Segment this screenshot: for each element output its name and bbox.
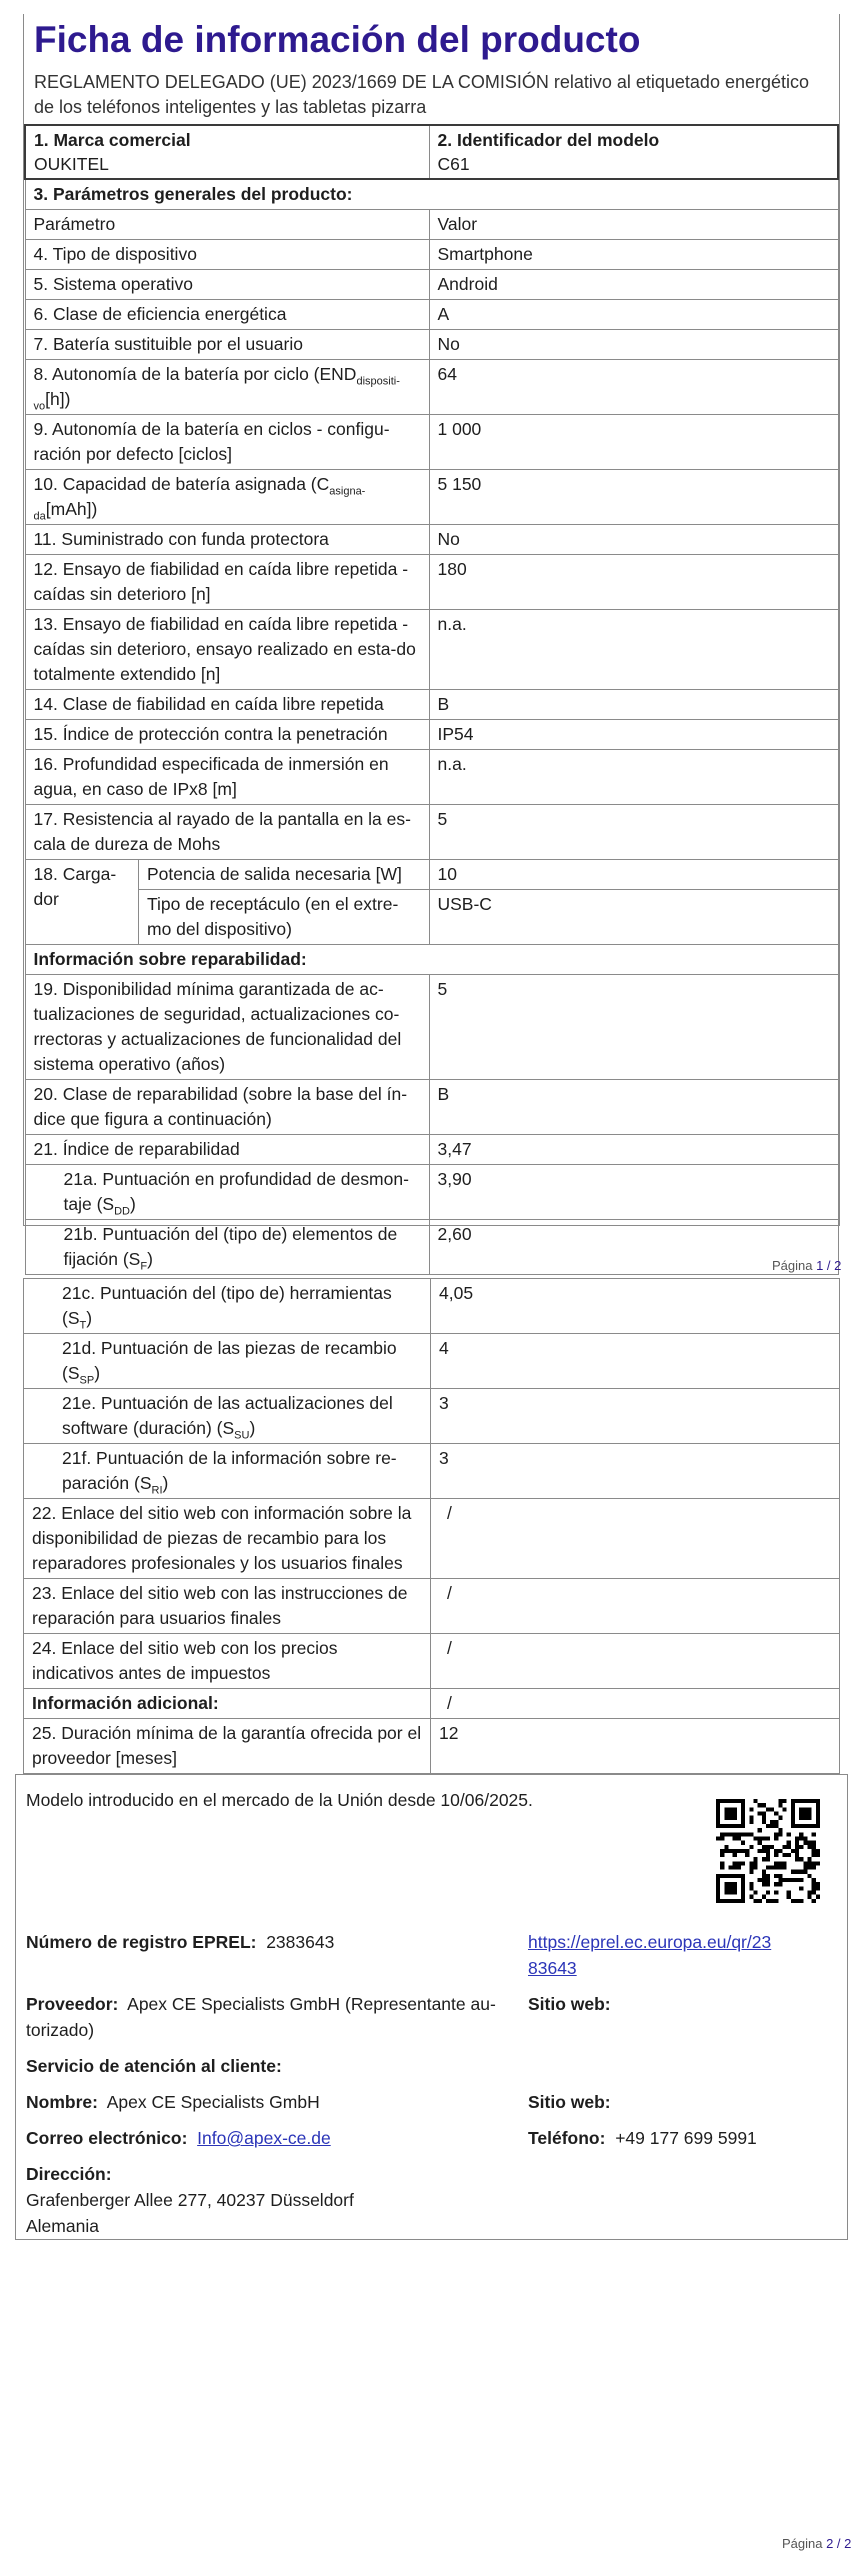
website-label-2: Sitio web: (528, 2092, 611, 2112)
name-row (26, 2089, 320, 2115)
supplier-row (26, 1991, 496, 2043)
table-row (24, 1579, 840, 1634)
name-label: Nombre: (26, 2092, 98, 2112)
identity-row (25, 125, 838, 179)
charger-power-value: 10 (430, 860, 838, 890)
row-value: 1 000 (429, 415, 838, 470)
table-row (24, 1634, 840, 1689)
label-text-tail: [h]) (45, 389, 71, 409)
col-param: Parámetro (25, 210, 429, 240)
row-label: 14. Clase de fiabilidad en caída libre repetida (25, 690, 429, 720)
row-label (25, 360, 429, 415)
table-row (24, 1279, 840, 1334)
row-label: 16. Profundidad especificada de inmersión en agua, en caso de IPx8 [m] (25, 750, 429, 805)
address-line-1: Grafenberger Allee 277, 40237 Düsseldorf (26, 2190, 354, 2210)
row-value: 2,60 (429, 1220, 838, 1275)
row-label: 5. Sistema operativo (25, 270, 429, 300)
label-text: 21a. Puntuación en profundidad de desmon-taje (S (63, 1169, 409, 1214)
row-label (24, 1389, 431, 1444)
label-text-tail: ) (86, 1308, 93, 1328)
page-title: Ficha de información del producto (34, 19, 641, 60)
page-prefix: Página (772, 1258, 817, 1273)
row-value: 3 (431, 1444, 840, 1499)
table-row (25, 330, 838, 360)
warranty-label: 25. Duración mínima de la garantía ofrecida por el proveedor [meses] (24, 1719, 431, 1774)
page-count: 1 / 2 (816, 1258, 842, 1273)
table-row (25, 415, 838, 470)
brand-label: 1. Marca comercial (34, 130, 191, 150)
row-label (25, 470, 429, 525)
eprel-link-line1[interactable]: https://eprel.ec.europa.eu/qr/23 (528, 1932, 772, 1952)
row-label: 13. Ensayo de fiabilidad en caída libre repetida - caídas sin deterioro, ensayo realizado en esta-do totalmente extendido [n] (25, 610, 429, 690)
charger-values (429, 860, 838, 945)
row-label: 22. Enlace del sitio web con información sobre la disponibilidad de piezas de recambio para los reparadores profesionales y los usuarios finales (24, 1499, 431, 1579)
row-value: No (429, 330, 838, 360)
header (24, 14, 839, 124)
market-date-text: Modelo introducido en el mercado de la Unión desde 10/06/2025. (26, 1790, 533, 1810)
table-row (25, 1220, 838, 1275)
row-label: 17. Resistencia al rayado de la pantalla en la es-cala de dureza de Mohs (25, 805, 429, 860)
website-label-1: Sitio web: (528, 1994, 611, 2014)
additional-heading: Información adicional: (24, 1689, 431, 1719)
row-label (25, 1165, 429, 1220)
col-value: Valor (429, 210, 838, 240)
row-value: Android (429, 270, 838, 300)
row-label: 12. Ensayo de fiabilidad en caída libre repetida - caídas sin deterioro [n] (25, 555, 429, 610)
row-value: B (429, 690, 838, 720)
phone-label: Teléfono: (528, 2128, 606, 2148)
row-value: 5 150 (429, 470, 838, 525)
row-value: No (429, 525, 838, 555)
charger-subtable (26, 860, 429, 944)
eprel-link[interactable] (528, 1929, 771, 1981)
supplier-label: Proveedor: (26, 1994, 119, 2014)
label-text-tail: ) (129, 1194, 136, 1214)
table-row (25, 300, 838, 330)
table-row (25, 720, 838, 750)
row-value: n.a. (429, 610, 838, 690)
row-value: n.a. (429, 750, 838, 805)
table-row (24, 1499, 840, 1579)
charger-cell (25, 860, 429, 945)
label-text: 21d. Puntuación de las piezas de recambio (S (62, 1338, 397, 1383)
row-label: 6. Clase de eficiencia energética (25, 300, 429, 330)
product-table-page-1 (24, 124, 842, 1275)
address-label: Dirección: (26, 2164, 112, 2184)
label-text: 21c. Puntuación del (tipo de) herramientas (S (62, 1283, 392, 1328)
email-label: Correo electrónico: (26, 2128, 188, 2148)
table-row (25, 690, 838, 720)
table-row (25, 525, 838, 555)
label-subscript: T (79, 1319, 87, 1332)
table-row (25, 1080, 838, 1135)
row-value: / (431, 1499, 840, 1579)
model-value: C61 (437, 154, 470, 174)
repair-heading: Información sobre reparabilidad: (25, 945, 838, 975)
table-row (25, 270, 838, 300)
row-value: 3,47 (429, 1135, 838, 1165)
eprel-label: Número de registro EPREL: (26, 1932, 257, 1952)
row-value: 64 (429, 360, 838, 415)
row-value: 5 (429, 805, 838, 860)
row-value: / (431, 1634, 840, 1689)
warranty-value: 12 (431, 1719, 840, 1774)
email-row (26, 2125, 331, 2151)
charger-connector-value: USB-C (437, 894, 492, 914)
address-block (26, 2161, 354, 2239)
row-value: B (429, 1080, 838, 1135)
supplier-value-2: torizado) (26, 2020, 95, 2040)
page-number-2 (782, 2536, 851, 2551)
phone-row (528, 2125, 757, 2151)
table-row (25, 555, 838, 610)
row-label: 11. Suministrado con funda protectora (25, 525, 429, 555)
label-text: 8. Autonomía de la batería por ciclo (END (33, 364, 357, 384)
supplier-value-1: Apex CE Specialists GmbH (Representante au- (127, 1994, 496, 2014)
table-row (24, 1719, 840, 1774)
row-label: 24. Enlace del sitio web con los precios indicativos antes de impuestos (24, 1634, 431, 1689)
charger-row (25, 860, 838, 945)
row-label: 7. Batería sustituible por el usuario (25, 330, 429, 360)
row-value: 3,90 (429, 1165, 838, 1220)
column-header-row (25, 210, 838, 240)
label-text: 21e. Puntuación de las actualizaciones del software (duración) (S (62, 1393, 393, 1438)
table-row (25, 610, 838, 690)
table-row (25, 360, 838, 415)
qr-code-icon (716, 1799, 820, 1903)
table-row (25, 805, 838, 860)
label-subscript: dispositi-vo (33, 375, 400, 413)
eprel-link-line2[interactable]: 83643 (528, 1958, 577, 1978)
row-label: 23. Enlace del sitio web con las instrucciones de reparación para usuarios finales (24, 1579, 431, 1634)
row-value: 4,05 (431, 1279, 840, 1334)
row-label: 19. Disponibilidad mínima garantizada de ac-tualizaciones de seguridad, actualizaciones co-rrectoras y actualizaciones de funcionalidad del sistema operativo (años) (25, 975, 429, 1080)
row-value: 3 (431, 1389, 840, 1444)
table-row (25, 1165, 838, 1220)
page-prefix: Página (782, 2536, 827, 2551)
label-text-tail: ) (249, 1418, 256, 1438)
brand-cell (25, 125, 429, 179)
row-value: IP54 (429, 720, 838, 750)
eprel-row (26, 1929, 334, 1955)
charger-connector-label: Tipo de receptáculo (en el extre-mo del dispositivo) (147, 894, 399, 939)
row-value: / (431, 1579, 840, 1634)
additional-heading-value: / (431, 1689, 840, 1719)
name-value: Apex CE Specialists GmbH (106, 2092, 320, 2112)
row-value: Smartphone (429, 240, 838, 270)
registration-info (15, 1774, 848, 2240)
row-label: 15. Índice de protección contra la penetración (25, 720, 429, 750)
label-text-tail: ) (147, 1249, 153, 1269)
row-value: 180 (429, 555, 838, 610)
row-label: 4. Tipo de dispositivo (25, 240, 429, 270)
label-subscript: SP (79, 1374, 95, 1387)
label-text: 21b. Puntuación del (tipo de) elementos de fijación (S (63, 1224, 398, 1269)
charger-power-label: Potencia de salida necesaria [W] (139, 860, 429, 890)
row-label (24, 1334, 431, 1389)
service-heading: Servicio de atención al cliente: (26, 2056, 282, 2076)
table-row (24, 1334, 840, 1389)
label-text: 10. Capacidad de batería asignada (C (33, 474, 330, 494)
row-value: 5 (429, 975, 838, 1080)
table-row (25, 975, 838, 1080)
product-fiche-page-2 (23, 1278, 840, 1768)
model-label: 2. Identificador del modelo (437, 130, 660, 150)
row-value: 4 (431, 1334, 840, 1389)
repair-heading-row (25, 945, 838, 975)
row-label: 20. Clase de reparabilidad (sobre la base del ín-dice que figura a continuación) (25, 1080, 429, 1135)
row-label (24, 1444, 431, 1499)
row-value: A (429, 300, 838, 330)
phone-value: +49 177 699 5991 (615, 2128, 757, 2148)
table-row (25, 1135, 838, 1165)
row-label (25, 1220, 429, 1275)
label-subscript: asigna-da (33, 485, 366, 523)
table-row (25, 240, 838, 270)
label-subscript: SU (234, 1429, 250, 1442)
table-row (25, 470, 838, 525)
table-row (24, 1444, 840, 1499)
email-link[interactable]: Info@apex-ce.de (197, 2128, 331, 2148)
row-label: 21. Índice de reparabilidad (25, 1135, 429, 1165)
page-count: 2 / 2 (826, 2536, 852, 2551)
table-row (25, 750, 838, 805)
general-heading: 3. Parámetros generales del producto: (25, 179, 838, 210)
additional-heading-row (24, 1689, 840, 1719)
label-text-tail: ) (162, 1473, 169, 1493)
eprel-value: 2383643 (266, 1932, 335, 1952)
label-subscript: F (140, 1260, 148, 1273)
model-cell (429, 125, 838, 179)
label-text-tail: ) (94, 1363, 101, 1383)
label-text-tail: [mAh]) (45, 499, 98, 519)
brand-value: OUKITEL (34, 154, 109, 174)
label-subscript: DD (114, 1205, 130, 1218)
label-text: 21f. Puntuación de la información sobre re-paración (S (62, 1448, 397, 1493)
page-number-1 (772, 1258, 841, 1273)
charger-label: 18. Carga-dor (26, 860, 139, 944)
row-label: 9. Autonomía de la batería en ciclos - configu-ración por defecto [ciclos] (25, 415, 429, 470)
row-label (24, 1279, 431, 1334)
table-row (24, 1389, 840, 1444)
product-table-page-2 (23, 1278, 840, 1774)
address-line-2: Alemania (26, 2216, 99, 2236)
label-subscript: RI (151, 1484, 163, 1497)
regulation-subtitle: REGLAMENTO DELEGADO (UE) 2023/1669 DE LA COMISIÓN relativo al etiquetado energético de los teléfonos inteligentes y las tabletas pizarra (34, 72, 810, 117)
general-heading-row (25, 179, 838, 210)
